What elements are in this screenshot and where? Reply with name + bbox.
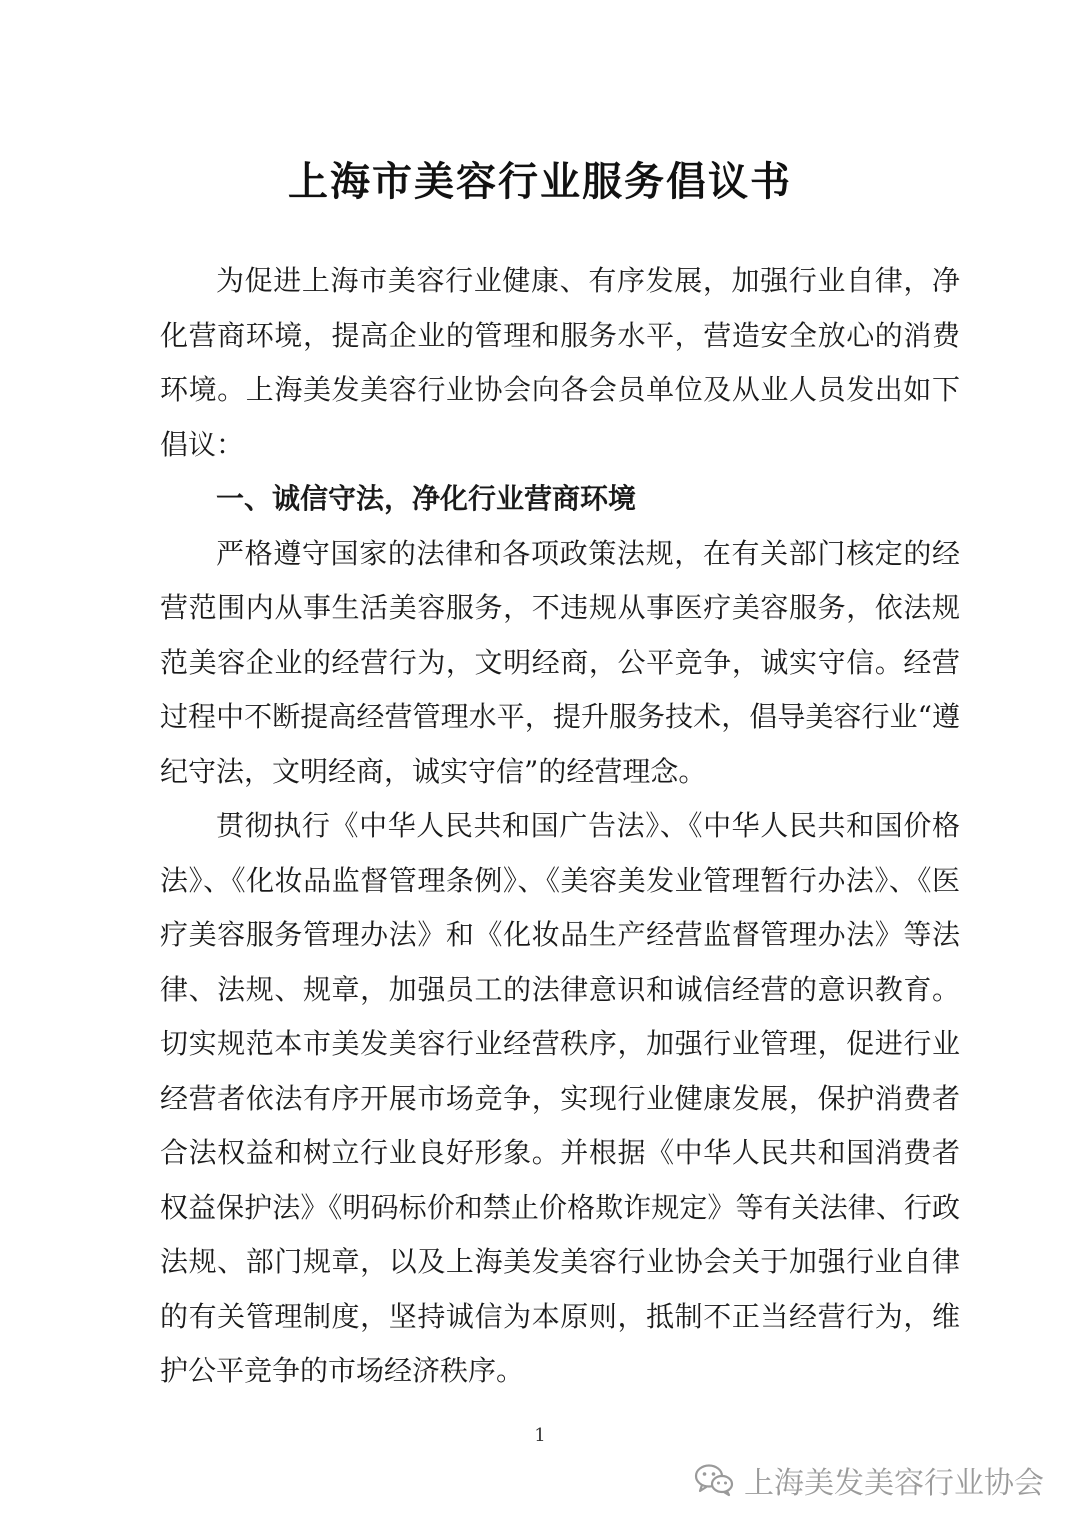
section-heading: 一、诚信守法，净化行业营商环境 — [216, 482, 637, 515]
page-number: 1 — [534, 1425, 546, 1446]
document-body — [160, 254, 960, 1399]
paragraph-intro: 为促进上海市美容行业健康、有序发展，加强行业自律，净化营商环境，提高企业的管理和服务水平，营造安全放心的消费环境。上海美发美容行业协会向各会员单位及从业人员发出如下倡议： — [160, 264, 960, 461]
wechat-icon — [694, 1463, 734, 1497]
watermark — [694, 1458, 1044, 1502]
watermark-label: 上海美发美容行业协会 — [744, 1466, 1044, 1501]
document-title: 上海市美容行业服务倡议书 — [288, 159, 792, 205]
paragraph-regulations: 贯彻执行《中华人民共和国广告法》、《中华人民共和国价格法》、《化妆品监督管理条例》、《美容美发业管理暂行办法》、《医疗美容服务管理办法》和《化妆品生产经营监督管理办法》等法律、法规、规章，加强员工的法律意识和诚信经营的意识教育。切实规范本市美发美容行业经营秩序，加强行业管理，促进行业经营者依法有序开展市场竞争，实现行业健康发展，保护消费者合法权益和树立行业良好形象。并根据《中华人民共和国消费者权益保护法》《明码标价和禁止价格欺诈规定》等有关法律、行政法规、部门规章，以及上海美发美容行业协会关于加强行业自律的有关管理制度，坚持诚信为本原则，抵制不正当经营行为，维护公平竞争的市场经济秩序。 — [160, 809, 960, 1387]
paragraph-law-compliance: 严格遵守国家的法律和各项政策法规，在有关部门核定的经营范围内从事生活美容服务，不违规从事医疗美容服务，依法规范美容企业的经营行为，文明经商，公平竞争，诚实守信。经营过程中不断提高经营管理水平，提升服务技术，倡导美容行业“遵纪守法，文明经商，诚实守信”的经营理念。 — [160, 536, 960, 788]
